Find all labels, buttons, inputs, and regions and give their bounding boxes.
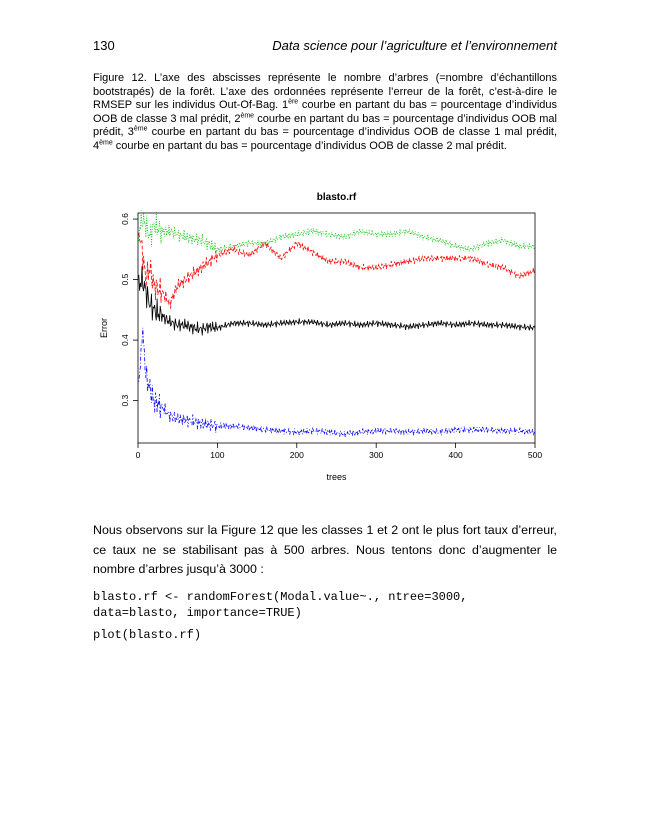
series-line-class-2 (139, 328, 535, 437)
caption-text: courbe en partant du bas = pourcentage d’individus OOB mal prédit, 3 (93, 112, 557, 139)
code-line: data=blasto, importance=TRUE) (93, 605, 302, 620)
caption-superscript: ème (240, 112, 255, 120)
plot-frame (138, 213, 535, 443)
caption-text: courbe en partant du bas = pourcentage d’individus OOB de classe 3 mal prédit, 2 (93, 99, 557, 125)
error-rate-chart (93, 186, 557, 490)
x-axis-label: trees (326, 472, 347, 482)
code-block (93, 590, 557, 621)
caption-superscript: ème (133, 125, 148, 133)
body-paragraph: Nous observons sur la Figure 12 que les classes 1 et 2 ont le plus fort taux d’erreur, ce taux ne se stabilisant pas à 500 arbres. Nous tentons donc d’augmenter le nombre d’arbres jusqu’à 3000 : (93, 523, 557, 576)
page-number: 130 (93, 38, 115, 53)
chart-title: blasto.rf (316, 192, 357, 203)
y-tick-label: 0.3 (120, 394, 130, 407)
series-line-oob (139, 266, 535, 335)
y-tick-label: 0.5 (120, 273, 130, 286)
series-line-class-1 (139, 210, 535, 253)
y-axis-label: Error (99, 318, 109, 338)
y-tick-label: 0.4 (120, 334, 130, 347)
x-tick-label: 200 (289, 450, 304, 460)
x-tick-label: 500 (527, 450, 543, 460)
code-line: blasto.rf <- randomForest(Modal.value~., ntree=3000, (93, 590, 468, 604)
caption-text: courbe en partant du bas = pourcentage d’individus OOB de classe 1 mal prédit, 4 (93, 126, 557, 152)
running-title: Data science pour l’agriculture et l’environnement (272, 38, 557, 53)
figure-caption (93, 72, 557, 154)
x-tick-label: 0 (135, 450, 141, 460)
page-header (93, 38, 557, 58)
y-tick-label: 0.6 (120, 213, 130, 225)
x-tick-label: 300 (369, 450, 384, 460)
x-tick-label: 100 (210, 450, 225, 460)
caption-text: courbe en partant du bas = pourcentage d’individus OOB de classe 2 mal prédit. (112, 139, 507, 152)
code-line: plot(blasto.rf) (93, 628, 202, 642)
caption-superscript: ème (99, 139, 113, 147)
caption-text: Figure 12. L’axe des abscisses représente le nombre d’arbres (=nombre d’échantillons bootstrapés) de la forêt. L’axe des ordonnées représente l’erreur de la forêt, c’est-à-dire le RMSEP sur les individus Out-Of-Bag. 1 (93, 72, 557, 112)
caption-superscript: ère (288, 98, 299, 106)
code-block (93, 628, 557, 644)
x-tick-label: 400 (448, 450, 463, 460)
series-line-class-3 (139, 233, 535, 309)
